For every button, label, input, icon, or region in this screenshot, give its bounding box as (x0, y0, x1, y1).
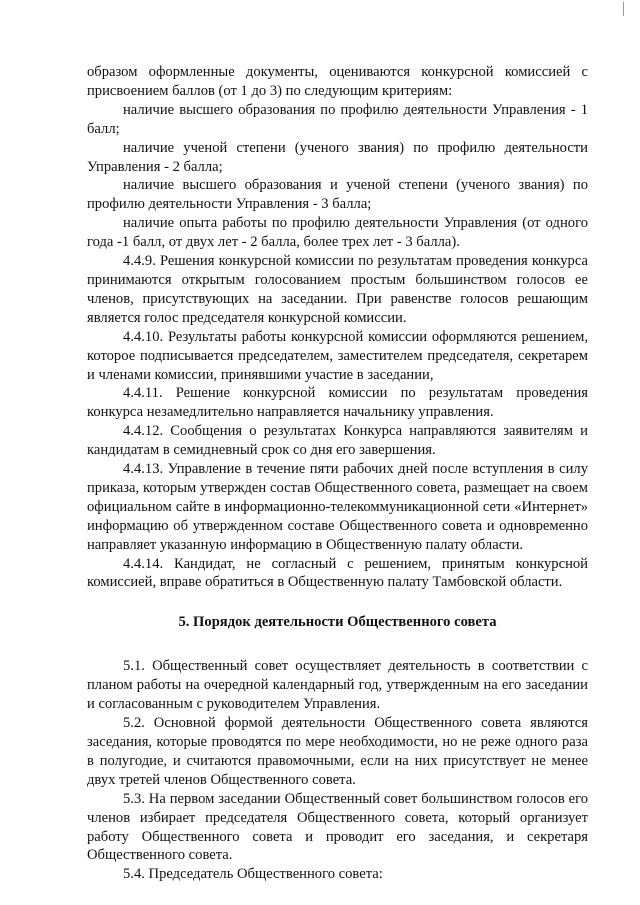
paragraph: 5.1. Общественный совет осуществляет деятельность в соответствии с планом работы на очередной календарный год, утвержденным на его заседании и согласованным с руководителем Управления. (87, 658, 588, 713)
document-body (87, 63, 588, 884)
paragraph: 4.4.12. Сообщения о результатах Конкурса направляются заявителям и кандидатам в семидневный срок со дня его завершения. (87, 423, 588, 459)
paragraph: 5.4. Председатель Общественного совета: (123, 866, 383, 883)
paragraph: 5.2. Основной формой деятельности Общественного совета являются заседания, которые проводятся по мере необходимости, но не реже одного раза в полугодие, и считаются правомочными, если на них присутствует не менее двух третей членов Общественного совета. (87, 715, 588, 788)
paragraph: 5.3. На первом заседании Общественный совет большинством голосов его членов избирает председателя Общественного совета, который организует работу Общественного совета и проводит его заседания, и секретаря Общественного совета. (87, 790, 588, 864)
paragraph: 4.4.13. Управление в течение пяти рабочих дней после вступления в силу приказа, которым утвержден состав Общественного совета, размещает на своем официальном сайте в информационно-телекоммуникационной сети «Интернет» информацию об утвержденном составе Общественного совета и одновременно направляет указанную информацию в Общественную палату области. (87, 461, 588, 553)
scan-mark (623, 2, 624, 16)
paragraphs-top (87, 63, 588, 592)
paragraph: наличие ученой степени (ученого звания) по профилю деятельности Управления - 2 балла; (87, 139, 588, 175)
paragraph: наличие высшего образования и ученой степени (ученого звания) по профилю деятельности Управления - 3 балла; (87, 177, 588, 213)
paragraph: образом оформленные документы, оцениваются конкурсной комиссией с присвоением баллов (от 1 до 3) по следующим критериям: (87, 64, 588, 99)
paragraph: 4.4.10. Результаты работы конкурсной комиссии оформляются решением, которое подписывается председателем, заместителем председателя, секретарем и членами комиссии, принявшими участие в заседании, (87, 328, 588, 383)
paragraph: 4.4.11. Решение конкурсной комиссии по результатам проведения конкурса незамедлительно направляется начальнику управления. (87, 385, 588, 421)
paragraph: 4.4.9. Решения конкурсной комиссии по результатам проведения конкурса принимаются открытым голосованием простым большинством голосов ее членов, присутствующих на заседании. При равенстве голосов решающим является голос председателя конкурсной комиссии. (87, 253, 588, 326)
section-heading: 5. Порядок деятельности Общественного совета (178, 614, 497, 631)
paragraph: наличие опыта работы по профилю деятельности Управления (от одного года -1 балл, от двух лет - 2 балла, более трех лет - 3 балла). (87, 215, 588, 251)
paragraphs-bottom (87, 657, 588, 884)
paragraph: наличие высшего образования по профилю деятельности Управления - 1 балл; (87, 101, 588, 137)
paragraph: 4.4.14. Кандидат, не согласный с решением, принятым конкурсной комиссией, вправе обратиться в Общественную палату Тамбовской области. (87, 555, 588, 591)
